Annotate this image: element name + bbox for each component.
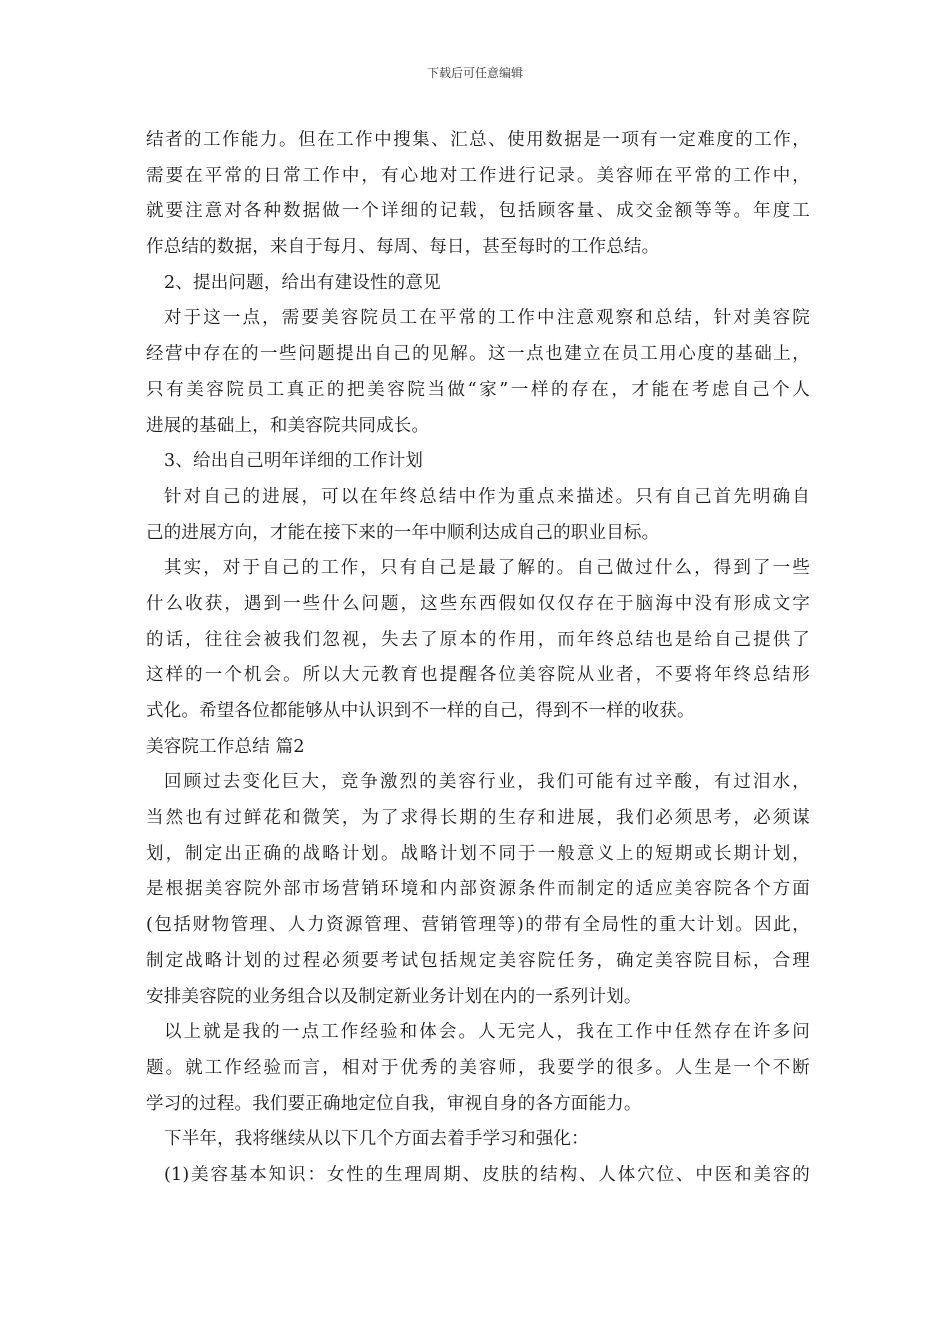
text-line: 需要在平常的日常工作中，有心地对工作进行记录。美容师在平常的工作中， — [146, 165, 810, 186]
document-body — [146, 123, 810, 1194]
text-line: 针对自己的进展，可以在年终总结中作为重点来描述。只有自己首先明确自 — [164, 486, 810, 507]
text-line: 是根据美容院外部市场营销环境和内部资源条件而制定的适应美容院各个方面 — [146, 879, 810, 900]
text-line: 其实，对于自己的工作，只有自己是最了解的。自己做过什么，得到了一些 — [164, 558, 810, 579]
text-line: 制定战略计划的过程必须要考试包括规定美容院任务，确定美容院目标，合理 — [146, 950, 810, 971]
section-heading: 3、给出自己明年详细的工作计划 — [164, 451, 424, 472]
section-heading: 2、提出问题，给出有建设性的意见 — [164, 272, 441, 293]
text-line: 作总结的数据，来自于每月、每周、每日，甚至每时的工作总结。 — [146, 237, 660, 258]
text-line: (包括财物管理、人力资源管理、营销管理等)的带有全局性的重大计划。因此， — [146, 915, 810, 936]
text-line: 己的进展方向，才能在接下来的一年中顺利达成自己的职业目标。 — [146, 522, 660, 543]
text-line: 的话，往往会被我们忽视，失去了原本的作用，而年终总结也是给自己提供了 — [146, 629, 810, 650]
text-line: 安排美容院的业务组合以及制定新业务计划在内的一系列计划。 — [146, 986, 642, 1007]
text-line: 只有美容院员工真正的把美容院当做“家”一样的存在，才能在考虑自己个人 — [146, 379, 810, 400]
text-line: 题。就工作经验而言，相对于优秀的美容师，我要学的很多。人生是一个不断 — [146, 1057, 810, 1078]
text-line: (1)美容基本知识：女性的生理周期、皮肤的结构、人体穴位、中医和美容的 — [164, 1164, 810, 1185]
text-line: 划，制定出正确的战略计划。战略计划不同于一般意义上的短期或长期计划， — [146, 843, 810, 864]
text-line: 进展的基础上，和美容院共同成长。 — [146, 415, 430, 436]
text-line: 就要注意对各种数据做一个详细的记载，包括顾客量、成交金额等等。年度工 — [146, 201, 810, 222]
text-line: 经营中存在的一些问题提出自己的见解。这一点也建立在员工用心度的基础上， — [146, 344, 810, 365]
text-line: 式化。希望各位都能够从中认识到不一样的自己，得到不一样的收获。 — [146, 701, 695, 721]
page-header-note: 下载后可任意编辑 — [426, 66, 523, 80]
text-line: 回顾过去变化巨大，竞争激烈的美容行业，我们可能有过辛酸，有过泪水， — [164, 772, 810, 793]
text-line: 对于这一点，需要美容院员工在平常的工作中注意观察和总结，针对美容院 — [164, 308, 810, 329]
article-title: 美容院工作总结 篇2 — [146, 736, 305, 757]
text-line: 什么收获，遇到一些什么问题，这些东西假如仅仅存在于脑海中没有形成文字 — [146, 593, 810, 614]
text-line: 当然也有过鲜花和微笑，为了求得长期的生存和进展，我们必须思考，必须谋 — [146, 808, 810, 829]
text-line: 这样的一个机会。所以大元教育也提醒各位美容院从业者，不要将年终总结形 — [146, 665, 810, 686]
text-line: 学习的过程。我们要正确地定位自我，审视自身的各方面能力。 — [146, 1093, 642, 1114]
text-line: 结者的工作能力。但在工作中搜集、汇总、使用数据是一项有一定难度的工作， — [146, 130, 810, 150]
text-line: 下半年，我将继续从以下几个方面去着手学习和强化： — [164, 1129, 589, 1150]
text-line: 以上就是我的一点工作经验和体会。人无完人，我在工作中任然存在许多问 — [164, 1022, 810, 1043]
